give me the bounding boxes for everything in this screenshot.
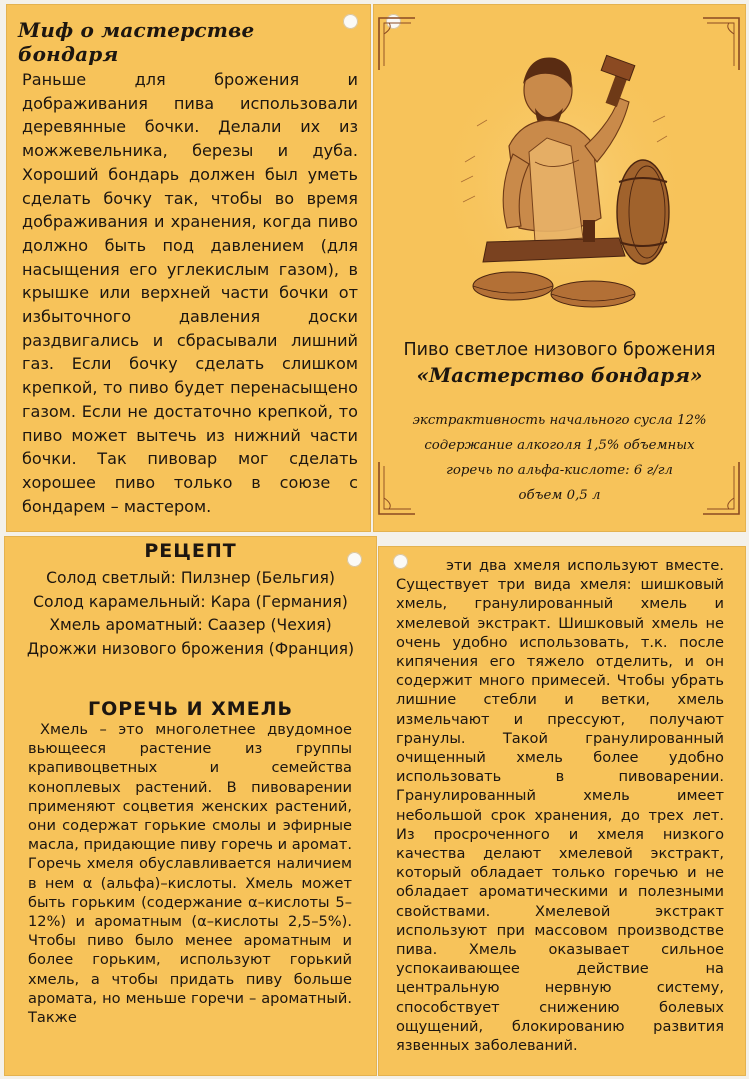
story-card	[6, 4, 371, 532]
story-text: Раньше для брожения и дображивания пива использовали деревянные бочки. Делали их из можжевельника, березы и дуба. Хороший бондарь должен был уметь сделать бочку так, чтобы во время дображивания и хранения, когда пиво должно быть под давлением (для насыщения его углекислым газом), в крышке или верхней части бочки от избыточного давления доски раздвигались и сбрасывали лишний газ. Если бочку сделать слишком крепкой, то пиво будет перенасыщено газом. Если не достаточно крепкой, то пиво может вытечь из нижний части бочки. Так пивовар мог сделать хорошее пиво только в союзе с бондарем – мастером.	[22, 70, 358, 516]
continuation-text: эти два хмеля используют вместе. Существует три вида хмеля: шишковый хмель, гранулированный хмель и хмелевой экстракт. Шишковый хмель не очень удобно использовать, т.к. после кипячения его тяжело отделить, и он содержит много примесей. Чтобы убрать лишние стебли и ветки, хмель измельчают и прессуют, получают гранулы. Такой гранулированный очищенный хмель более удобно использовать в пивоварении. Гранулированный хмель имеет небольшой срок хранения, до трех лет. Из просроченного и хмеля низкого качества делают хмелевой экстракт, который обладает только горечью и не обладает ароматическими и полезными свойствами. Хмелевой экстракт используют при массовом производстве пива. Хмель оказывает сильное успокаивающее действие на центральную нервную систему, способствует снижению болевых ощущений, блокированию развития язвенных заболеваний.	[396, 557, 724, 1055]
hops-text: Хмель – это многолетнее двудомное вьющееся растение из группы крапивоцветных и семейства коноплевых растений. В пивоварении применяют соцветия женских растений, они содержат горькие смолы и эфирные масла, придающие пиву горечь и аромат. Горечь хмеля обуславливается наличием в нем α (альфа)–кислоты. Хмель может быть горьким (содержание α–кислоты 5–12%) и ароматным (α–кислоты 2,5–5%). Чтобы пиво было менее ароматным и более горьким, используют горький хмель, а чтобы придать пиву больше аромата, но меньше горечи – ароматный. Также	[28, 721, 352, 1027]
recipe-item: Хмель ароматный: Саазер (Чехия)	[49, 616, 332, 635]
product-name: «Мастерство бондаря»	[416, 363, 703, 387]
product-type: Пиво светлое низового брожения	[403, 340, 716, 360]
spec-volume: объем 0,5 л	[518, 488, 601, 503]
spec-extractivity: экстрактивность начального сусла 12%	[412, 413, 707, 428]
spec-bitterness: горечь по альфа-кислоте: 6 г/гл	[446, 463, 673, 478]
frame-corner-top-left	[377, 14, 417, 72]
recipe-item: Дрожжи низового брожения (Франция)	[26, 639, 355, 658]
recipe-card	[4, 536, 377, 1076]
product-specs	[383, 408, 736, 508]
cooper-illustration	[443, 42, 683, 312]
recipe-heading: РЕЦЕПТ	[144, 540, 237, 562]
hops-heading: ГОРЕЧЬ И ХМЕЛЬ	[88, 698, 293, 720]
recipe-item: Солод светлый: Пилзнер (Бельгия)	[46, 569, 335, 587]
spec-alcohol: содержание алкоголя 1,5% объемных	[424, 438, 695, 453]
recipe-list	[10, 567, 371, 661]
label-card	[373, 4, 746, 532]
story-title: Миф о мастерстве бондаря	[18, 18, 255, 66]
recipe-item: Солод карамельный: Кара (Германия)	[33, 592, 348, 611]
frame-corner-top-right	[701, 14, 741, 72]
continuation-card	[378, 546, 746, 1076]
